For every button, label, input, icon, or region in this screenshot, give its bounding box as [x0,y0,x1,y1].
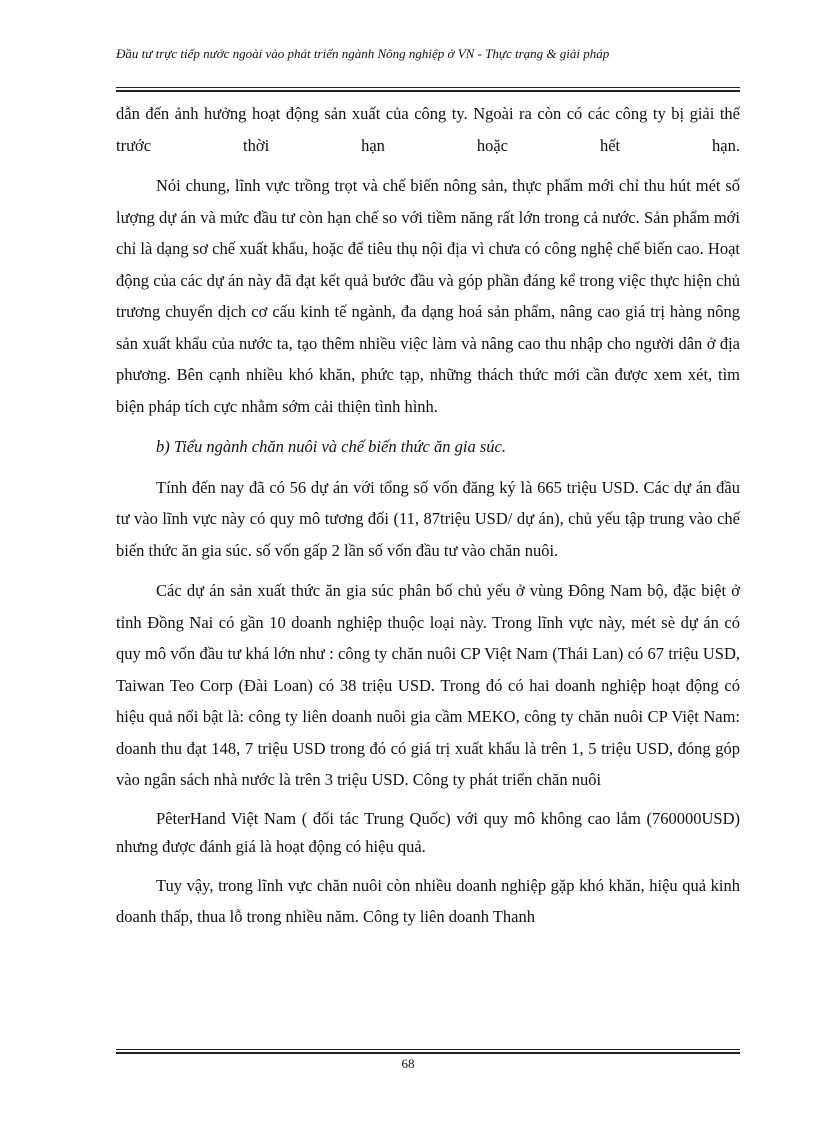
footer-rule [116,1049,740,1050]
header-rule [116,87,740,88]
section-heading-b: b) Tiểu ngành chăn nuôi và chế biến thức ăn gia súc. [156,437,506,456]
paragraph-continued: dẫn đến ảnh hưởng hoạt động sản xuất của công ty. Ngoài ra còn có các công ty bị giải thể trước thời hạn hoặc hết hạn. [116,104,740,155]
paragraph-difficulties: Tuy vậy, trong lĩnh vực chăn nuôi còn nhiều doanh nghiệp gặp khó khăn, hiệu quả kinh doanh thấp, thua lỗ trong nhiều năm. Công ty liên doanh Thanh [116,875,740,926]
page-body [116,98,740,933]
page-number: 68 [401,1056,415,1071]
paragraph-peterhand: PêterHand Việt Nam ( đối tác Trung Quốc) với quy mô không cao lắm (760000USD) nhưng được đánh giá là hoạt động có hiệu quả. [116,808,740,856]
paragraph-summary: Nói chung, lĩnh vực trồng trọt và chế biến nông sản, thực phẩm mới chỉ thu hút mét số lượng dự án và mức đầu tư còn hạn chế so với tiềm năng rất lớn trong cả nước. Sản phẩm mới chỉ là dạng sơ chế xuất khẩu, hoặc để tiêu thụ nội địa vì chưa có công nghệ chế biến cao. Hoạt động của các dự án này đã đạt kết quả bước đầu và góp phần đáng kể trong việc thực hiện chủ trương chuyển dịch cơ cấu kinh tế ngành, đa dạng hoá sản phẩm, nâng cao giá trị hàng nông sản xuất khẩu của nước ta, tạo thêm nhiều việc làm và nâng cao thu nhập cho người dân ở địa phương. Bên cạnh nhiều khó khăn, phức tạp, những thách thức mới cần được xem xét, tìm biện pháp tích cực nhằm sớm cải thiện tình hình. [116,176,740,416]
running-header: Đầu tư trực tiếp nước ngoài vào phát triển ngành Nông nghiệp ở VN - Thực trạng & giải pháp [116,46,610,61]
paragraph-livestock-projects: Tính đến nay đã có 56 dự án với tổng số vốn đăng ký là 665 triệu USD. Các dự án đầu tư vào lĩnh vực này có quy mô tương đối (11, 87triệu USD/ dự án), chủ yếu tập trung vào chế biến thức ăn gia súc. số vốn gấp 2 lần số vốn đầu tư vào chăn nuôi. [116,477,740,560]
paragraph-feed-projects: Các dự án sản xuất thức ăn gia súc phân bố chủ yếu ở vùng Đông Nam bộ, đặc biệt ở tỉnh Đồng Nai có gần 10 doanh nghiệp thuộc loại này. Trong lĩnh vực này, mét sè dự án có quy mô vốn đầu tư khá lớn như : công ty chăn nuôi CP Việt Nam (Thái Lan) có 67 triệu USD, Taiwan Teo Corp (Đài Loan) có 38 triệu USD. Trong đó có hai doanh nghiệp hoạt động có hiệu quả nổi bật là: công ty liên doanh nuôi gia cầm MEKO, công ty chăn nuôi CP Việt Nam: doanh thu đạt 148, 7 triệu USD trong đó có giá trị xuất khẩu là trên 1, 5 triệu USD, đóng góp vào ngân sách nhà nước là trên 3 triệu USD. Công ty phát triển chăn nuôi [116,581,740,789]
